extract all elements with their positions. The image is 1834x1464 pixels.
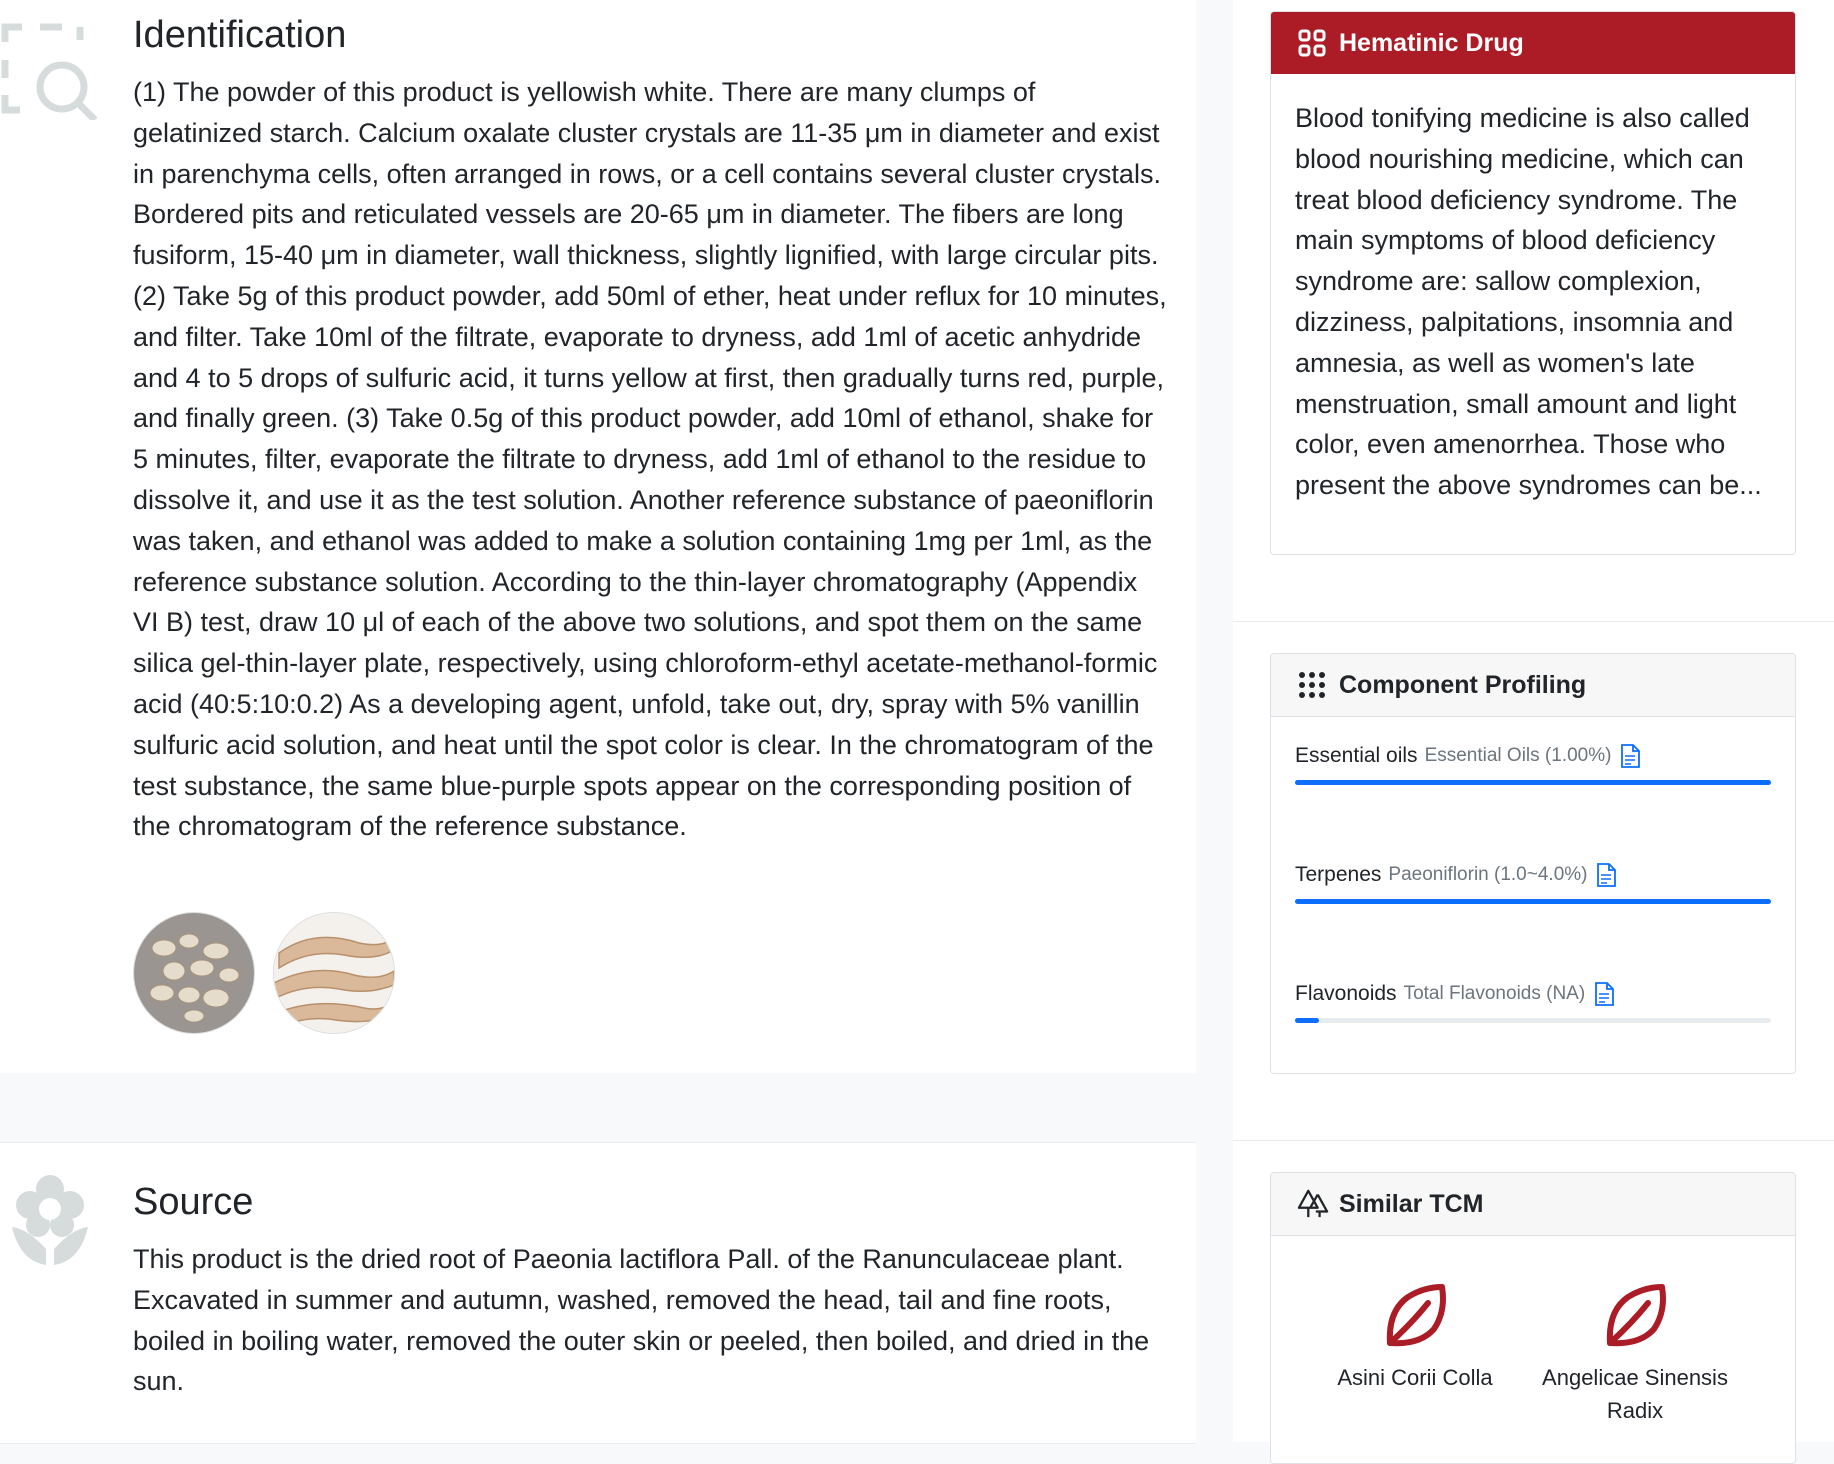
- image-gallery: [133, 912, 395, 1034]
- document-icon[interactable]: [1593, 982, 1615, 1006]
- sidebar-divider: [1233, 621, 1834, 622]
- progress-track: [1295, 1018, 1771, 1023]
- component-detail: Essential Oils (1.00%): [1424, 745, 1612, 766]
- progress-bar-fill: [1295, 899, 1771, 904]
- hematinic-title: Hematinic Drug: [1339, 28, 1524, 57]
- trees-icon: [1297, 1188, 1329, 1220]
- apps-grid-icon: [1297, 27, 1329, 59]
- component-title: Component Profiling: [1339, 670, 1587, 699]
- herb-root-image[interactable]: [273, 912, 395, 1034]
- component-profiling-card: [1270, 653, 1796, 1074]
- identification-text: (1) The powder of this product is yellowish white. There are many clumps of gelatinized starch. Calcium oxalate cluster crystals are 11-35 μm in diameter and exist in parenchyma cells, often arranged in rows, or a cell contains several cluster crystals. Bordered pits and reticulated vessels are 20-65 μm in diameter. The fibers are long fusiform, 15-40 μm in diameter, wall thickness, slightly lignified, with large circular pits. (2) Take 5g of this product powder, add 50ml of ether, heat under reflux for 10 minutes, and filter. Take 10ml of the filtrate, evaporate to dryness, add 1ml of acetic anhydride and 4 to 5 drops of sulfuric acid, it turns yellow at first, then gradually turns red, purple, and finally green. (3) Take 0.5g of this product powder, add 10ml of ethanol, shake for 5 minutes, filter, evaporate the filtrate to dryness, add 1ml of ethanol to the residue to dissolve it, and use it as the test solution. Another reference substance of paeoniflorin was taken, and ethanol was added to make a solution containing 1mg per 1ml, as the reference substance solution. According to the thin-layer chromatography (Appendix VI B) test, draw 10 μl of each of the above two solutions, and spot them on the same silica gel-thin-layer plate, respectively, using chloroform-ethyl acetate-methanol-formic acid (40:5:10:0.2) As a developing agent, unfold, take out, dry, spray with 5% vanillin sulfuric acid solution, and heat until the spot color is clear. In the chromatogram of the test substance, the same blue-purple spots appear on the corresponding position of the chromatogram of the reference substance.: [133, 77, 1167, 842]
- source-text: This product is the dried root of Paeonia lactiflora Pall. of the Ranunculaceae plant. Excavated in summer and autumn, washed, removed the head, tail and fine roots, boiled in boiling water, removed the outer skin or peeled, then boiled, and dried in the sun.: [133, 1244, 1150, 1397]
- similar-item-angelicae-sinensis-radix[interactable]: [1525, 1281, 1745, 1427]
- component-card-header: [1271, 654, 1795, 717]
- similar-item-label: Asini Corii Colla: [1337, 1365, 1493, 1390]
- component-name: Flavonoids: [1295, 982, 1397, 1005]
- hematinic-card-header: [1271, 12, 1795, 74]
- document-icon[interactable]: [1595, 863, 1617, 887]
- herb-slices-image[interactable]: [133, 912, 255, 1034]
- component-detail: Total Flavonoids (NA): [1403, 983, 1586, 1004]
- leaf-icon: [1602, 1281, 1668, 1351]
- identification-title: Identification: [133, 14, 347, 56]
- component-item-flavonoids: [1295, 982, 1771, 1023]
- progress-bar-fill: [1295, 780, 1771, 785]
- component-detail: Paeoniflorin (1.0~4.0%): [1388, 864, 1588, 885]
- similar-title: Similar TCM: [1339, 1189, 1484, 1218]
- sidebar: [1233, 0, 1834, 1442]
- dots-grid-icon: [1297, 669, 1329, 701]
- sidebar-divider: [1233, 1140, 1834, 1141]
- component-item-essential-oils: [1295, 744, 1771, 785]
- similar-card-header: [1271, 1173, 1795, 1236]
- section-gap: [0, 1073, 1196, 1142]
- source-title: Source: [133, 1181, 254, 1223]
- progress-track: [1295, 780, 1771, 785]
- source-section: [0, 1142, 1196, 1444]
- component-name: Essential oils: [1295, 744, 1418, 767]
- component-item-terpenes: [1295, 863, 1771, 904]
- search-document-icon: [0, 10, 110, 120]
- similar-tcm-card: [1270, 1172, 1796, 1464]
- identification-section: [0, 0, 1196, 1074]
- similar-item-asini-corii-colla[interactable]: [1305, 1281, 1525, 1394]
- progress-track: [1295, 899, 1771, 904]
- document-icon[interactable]: [1619, 744, 1641, 768]
- hematinic-text: Blood tonifying medicine is also called blood nourishing medicine, which can treat blood deficiency syndrome. The main symptoms of blood deficiency syndrome are: sallow complexion, dizziness, palpitations, insomnia and amnesia, as well as women's late menstruation, small amount and light color, even amenorrhea. Those who present the above syndromes can be...: [1295, 103, 1762, 501]
- leaf-icon: [1382, 1281, 1448, 1351]
- similar-item-label: Angelicae Sinensis Radix: [1542, 1365, 1728, 1423]
- progress-bar-fill: [1295, 1018, 1319, 1023]
- hematinic-card: [1270, 11, 1796, 555]
- component-name: Terpenes: [1295, 863, 1382, 886]
- flower-icon: [8, 1169, 118, 1279]
